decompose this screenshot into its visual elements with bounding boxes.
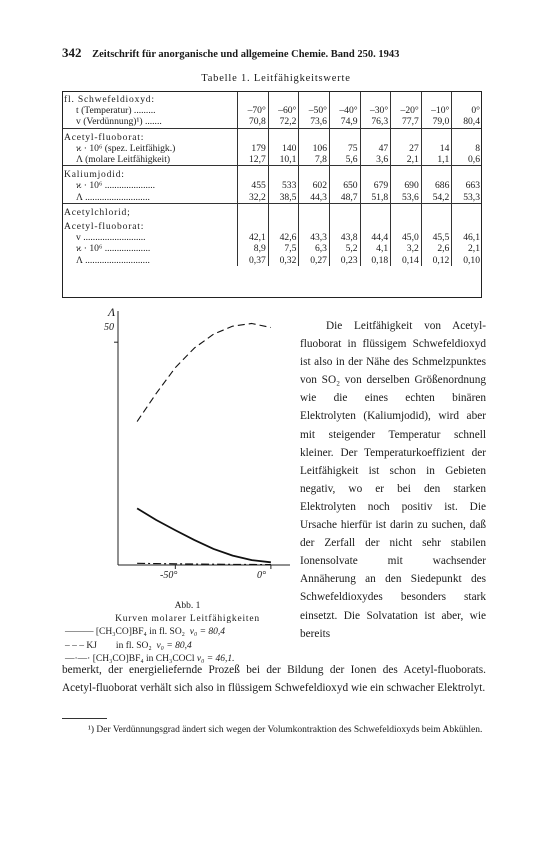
table-cell: 0,23 [329, 255, 360, 266]
table-cell: 686 [421, 180, 452, 191]
y-tick-50: 50 [104, 322, 114, 333]
table-cell: 533 [268, 180, 299, 191]
table-cell: 0,6 [452, 154, 482, 166]
table-cell: –30° [360, 105, 391, 116]
table-cell: 51,8 [360, 192, 391, 204]
table-cell: 14 [421, 143, 452, 154]
table-cell: 44,3 [299, 192, 330, 204]
table-cell: 0,27 [299, 255, 330, 266]
table-cell: 76,3 [360, 116, 391, 128]
table-cell: –40° [329, 105, 360, 116]
table-cell: 602 [299, 180, 330, 191]
table-cell: –60° [268, 105, 299, 116]
table-cell: 70,8 [238, 116, 269, 128]
y-axis-label: Λ [108, 305, 116, 319]
conductivity-figure [100, 303, 300, 588]
body-text-column [300, 317, 486, 643]
footnote-rule [62, 718, 107, 719]
table-cell: 1,1 [421, 154, 452, 166]
body-paragraph: Die Leitfähigkeit von Acetyl-fluoborat in flüssigem Schwefeldioxyd ist also in der Nähe des Schmelzpunktes von SO₂ von derselben Größenordnung wie die eines echten binären Elektrolyten (Kaliumjodid), wird aber mit steigender Temperatur schnell kleiner. Der Temperaturkoeffizient der Leitfähigkeit ist schon in Gebieten negativ, wo er bei den starken Elektrolyten noch positiv ist. Die Ursache hierfür ist darin zu suchen, daß der Zerfall der nicht sehr stabilen Ionensolvate mit wachsender Annäherung an den Siedepunkt des Schwefeldioxydes besonders stark einsetzt. Die Solvatation ist aber, wie bereits [300, 320, 486, 640]
table-cell: 53,6 [391, 192, 422, 204]
table-cell: 38,5 [268, 192, 299, 204]
table-cell: 106 [299, 143, 330, 154]
series-line-acetylfluoborat-so2 [137, 508, 271, 562]
figure-subtitle: Kurven molarer Leitfähigkeiten [115, 614, 260, 625]
x-tick-0: 0° [257, 570, 266, 581]
table-cell: 42,1 [238, 232, 269, 243]
table-cell: 47 [360, 143, 391, 154]
legend-v0: v₀ = 46,1. [196, 653, 235, 664]
series-line-kj-so2 [137, 323, 271, 421]
footnote [62, 724, 486, 737]
legend-line-dashdot: —·—· [65, 653, 91, 664]
page-number: 342 [62, 45, 82, 60]
table-cell: 12,7 [238, 154, 269, 166]
row-label: v .......................... [76, 232, 146, 244]
table-cell: 5,6 [329, 154, 360, 166]
table-cell: 45,0 [391, 232, 422, 243]
table-cell: 2,6 [421, 243, 452, 254]
table-cell: 6,3 [299, 243, 330, 254]
table-cell: 42,6 [268, 232, 299, 243]
table-row [62, 105, 482, 116]
table-cell: 80,4 [452, 116, 482, 128]
table-cell: –20° [391, 105, 422, 116]
row-label: ϰ · 10⁶ ..................... [76, 180, 156, 192]
legend-label: [CH₃CO]BF₄ in CH₃COCl [92, 653, 195, 664]
table-cell: 32,2 [238, 192, 269, 204]
legend-v0: v₀ = 80,4 [156, 640, 192, 651]
table-cell: 0,10 [452, 255, 482, 266]
table-row [62, 255, 482, 266]
row-label: Λ ........................... [76, 254, 150, 266]
table-row [62, 154, 482, 166]
table-cell: 73,6 [299, 116, 330, 128]
table-cell: 75 [329, 143, 360, 154]
table-cell: 2,1 [391, 154, 422, 166]
table-cell: 7,5 [268, 243, 299, 254]
table-cell: –50° [299, 105, 330, 116]
legend-line-dashed: – – – [65, 640, 84, 651]
table-row [62, 180, 482, 191]
conductivity-table [62, 91, 482, 266]
table-group-title: Acetylchlorid; [62, 203, 482, 218]
table-cell: 690 [391, 180, 422, 191]
table-cell: 3,6 [360, 154, 391, 166]
table-cell: 4,1 [360, 243, 391, 254]
table-cell: 44,4 [360, 232, 391, 243]
table-cell: 0,37 [238, 255, 269, 266]
table-cell: 5,2 [329, 243, 360, 254]
table-cell: 43,8 [329, 232, 360, 243]
table-cell: –10° [421, 105, 452, 116]
footnote-text: ¹) Der Verdünnungsgrad ändert sich wegen der Volumkontraktion des Schwefeldioxyds beim Abkühlen. [88, 725, 483, 735]
table-cell: 46,1 [452, 232, 482, 243]
body-text-full [62, 661, 486, 697]
table-cell: –70° [238, 105, 269, 116]
table-group-title: Acetyl-fluoborat: [62, 128, 482, 143]
journal-title: Zeitschrift für anorganische und allgemeine Chemie. Band 250. 1943 [92, 49, 400, 60]
body-paragraph-continued: bemerkt, der energieliefernde Prozeß bei der Bildung der Ionen des Acetyl-fluoborats. Acetyl-fluoborat verhält sich also in flüssigem Schwefeldioxyd wie ein schwacher Elektrolyt. [62, 664, 486, 695]
table-cell: 455 [238, 180, 269, 191]
figure-title: Abb. 1 [174, 601, 201, 611]
series-line-acetylfluoborat-acetylchlorid [137, 563, 271, 564]
legend-v0: v₀ = 80,4 [189, 627, 226, 638]
table-row [62, 243, 482, 254]
x-tick-minus50: -50° [160, 570, 178, 581]
row-label: ϰ · 10⁶ ................... [76, 243, 151, 255]
table-caption: Tabelle 1. Leitfähigkeitswerte [201, 73, 351, 84]
row-label: Λ (molare Leitfähigkeit) [76, 154, 171, 166]
table-cell: 0,32 [268, 255, 299, 266]
row-label: v (Verdünnung)¹) ....... [76, 116, 162, 128]
table-cell: 54,2 [421, 192, 452, 204]
table-cell: 140 [268, 143, 299, 154]
table-cell: 179 [238, 143, 269, 154]
table-group-title: Acetyl-fluoborat: [62, 218, 482, 232]
table-cell: 48,7 [329, 192, 360, 204]
legend-label: [CH₃CO]BF₄ in fl. SO₂ [95, 627, 185, 638]
table-cell: 0,14 [391, 255, 422, 266]
table-cell: 3,2 [391, 243, 422, 254]
table-cell: 679 [360, 180, 391, 191]
table-group-title: fl. Schwefeldioxyd: [62, 91, 482, 105]
table-cell: 650 [329, 180, 360, 191]
row-label: ϰ · 10⁶ (spez. Leitfähigk.) [76, 142, 176, 154]
legend-label: KJ in fl. SO₂ [86, 640, 152, 651]
table-cell: 0,12 [421, 255, 452, 266]
table-cell: 53,3 [452, 192, 482, 204]
table-row [62, 116, 482, 128]
legend-row [65, 626, 310, 639]
table-cell: 77,7 [391, 116, 422, 128]
table-cell: 79,0 [421, 116, 452, 128]
table-cell: 8 [452, 143, 482, 154]
figure-legend [65, 600, 310, 666]
conductivity-plot [100, 303, 300, 588]
table-row [62, 232, 482, 243]
table-group-title: Kaliumjodid: [62, 166, 482, 181]
table-cell: 8,9 [238, 243, 269, 254]
table-cell: 27 [391, 143, 422, 154]
table-cell: 72,2 [268, 116, 299, 128]
legend-line-solid: ——— [65, 627, 94, 638]
table-cell: 74,9 [329, 116, 360, 128]
table-cell: 2,1 [452, 243, 482, 254]
table-cell: 663 [452, 180, 482, 191]
table-row [62, 143, 482, 154]
table-row [62, 192, 482, 204]
table-cell: 0° [452, 105, 482, 116]
table-cell: 45,5 [421, 232, 452, 243]
table-cell: 43,3 [299, 232, 330, 243]
legend-row [65, 640, 310, 653]
running-header [62, 45, 492, 61]
row-label: Λ ........................... [76, 191, 150, 203]
row-label: t (Temperatur) ......... [76, 105, 156, 117]
table-cell: 0,18 [360, 255, 391, 266]
table-cell: 7,8 [299, 154, 330, 166]
table-cell: 10,1 [268, 154, 299, 166]
